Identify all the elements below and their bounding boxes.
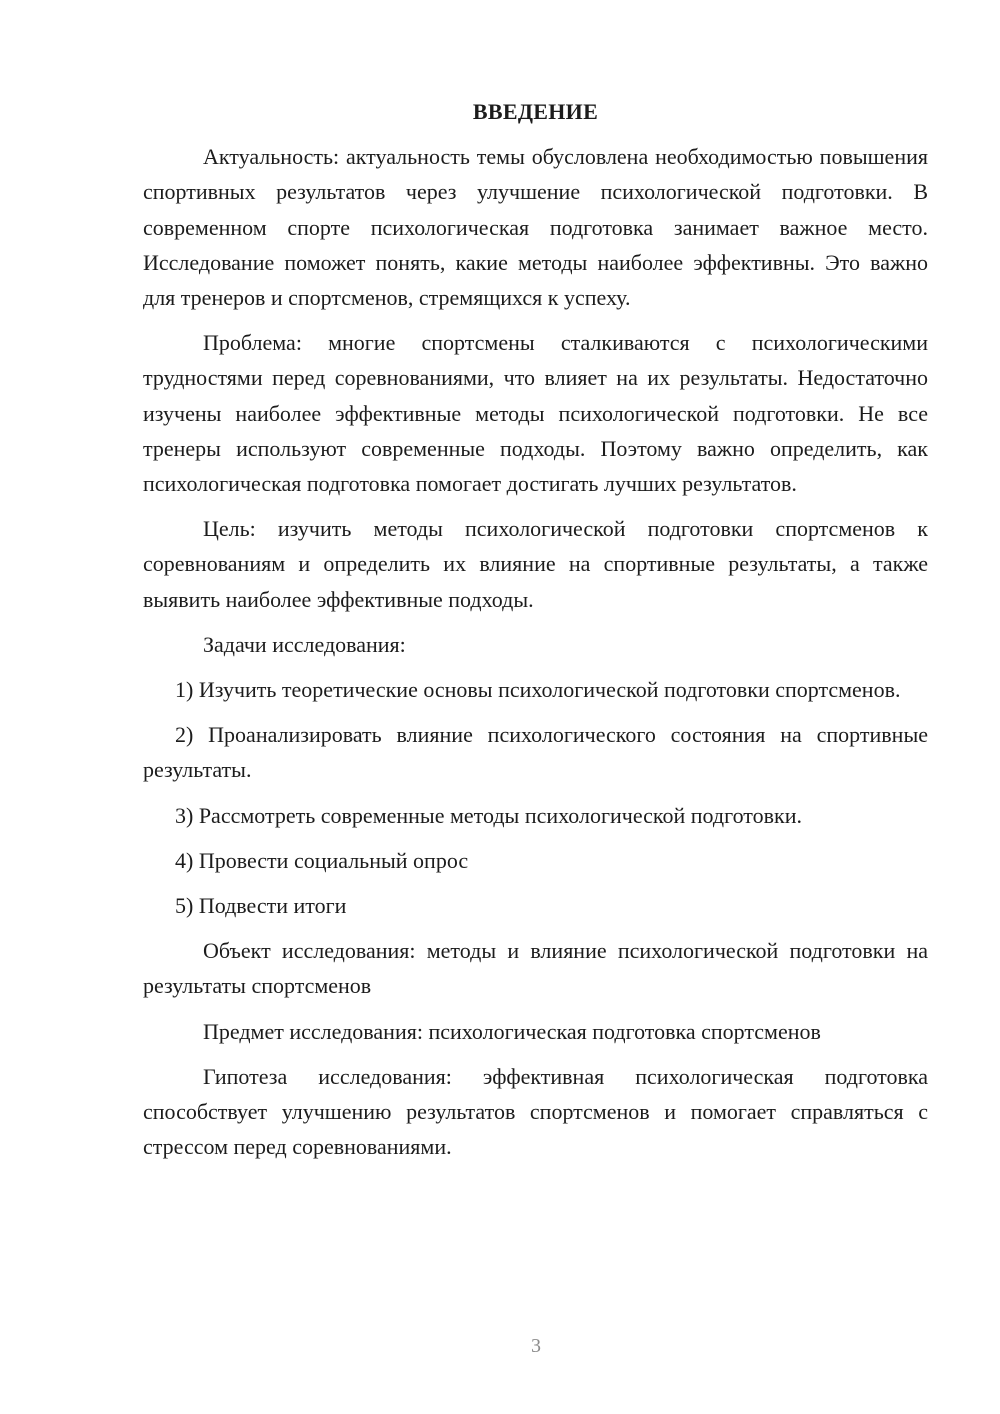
task-item-3: 3) Рассмотреть современные методы психологической подготовки. [175, 802, 802, 828]
subject-paragraph: Предмет исследования: психологическая подготовка спортсменов [203, 1018, 821, 1044]
problem-paragraph: Проблема: многие спортсмены сталкиваются с психологическими трудностями перед соревнованиями, что влияет на их результаты. Недостаточно изучены наиболее эффективные методы психологической подготовки. Не все тренеры используют современные подходы. Поэтому важно определить, как психологическая подготовка помогает достигать лучших результатов. [143, 330, 928, 497]
task-item-2: 2) Проанализировать влияние психологического состояния на спортивные результаты. [143, 722, 928, 783]
hypothesis-paragraph: Гипотеза исследования: эффективная психологическая подготовка способствует улучшению результатов спортсменов и помогает справляться с стрессом перед соревнованиями. [143, 1063, 928, 1160]
tasks-heading: Задачи исследования: [203, 631, 406, 657]
document-body [143, 94, 928, 1174]
section-title: ВВЕДЕНИЕ [472, 99, 599, 124]
task-item-5: 5) Подвести итоги [175, 893, 347, 919]
task-item-4: 4) Провести социальный опрос [175, 847, 469, 873]
relevance-paragraph: Актуальность: актуальность темы обусловлена необходимостью повышения спортивных результатов через улучшение психологической подготовки. В современном спорте психологическая подготовка занимает важное место. Исследование поможет понять, какие методы наиболее эффективны. Это важно для тренеров и спортсменов, стремящихся к успеху. [143, 144, 928, 311]
object-paragraph: Объект исследования: методы и влияние психологической подготовки на результаты спортсменов [143, 938, 928, 999]
page-number: 3 [531, 1335, 541, 1357]
goal-paragraph: Цель: изучить методы психологической подготовки спортсменов к соревнованиям и определить их влияние на спортивные результаты, а также выявить наиболее эффективные подходы. [143, 516, 928, 612]
task-item-1: 1) Изучить теоретические основы психологической подготовки спортсменов. [175, 677, 901, 703]
